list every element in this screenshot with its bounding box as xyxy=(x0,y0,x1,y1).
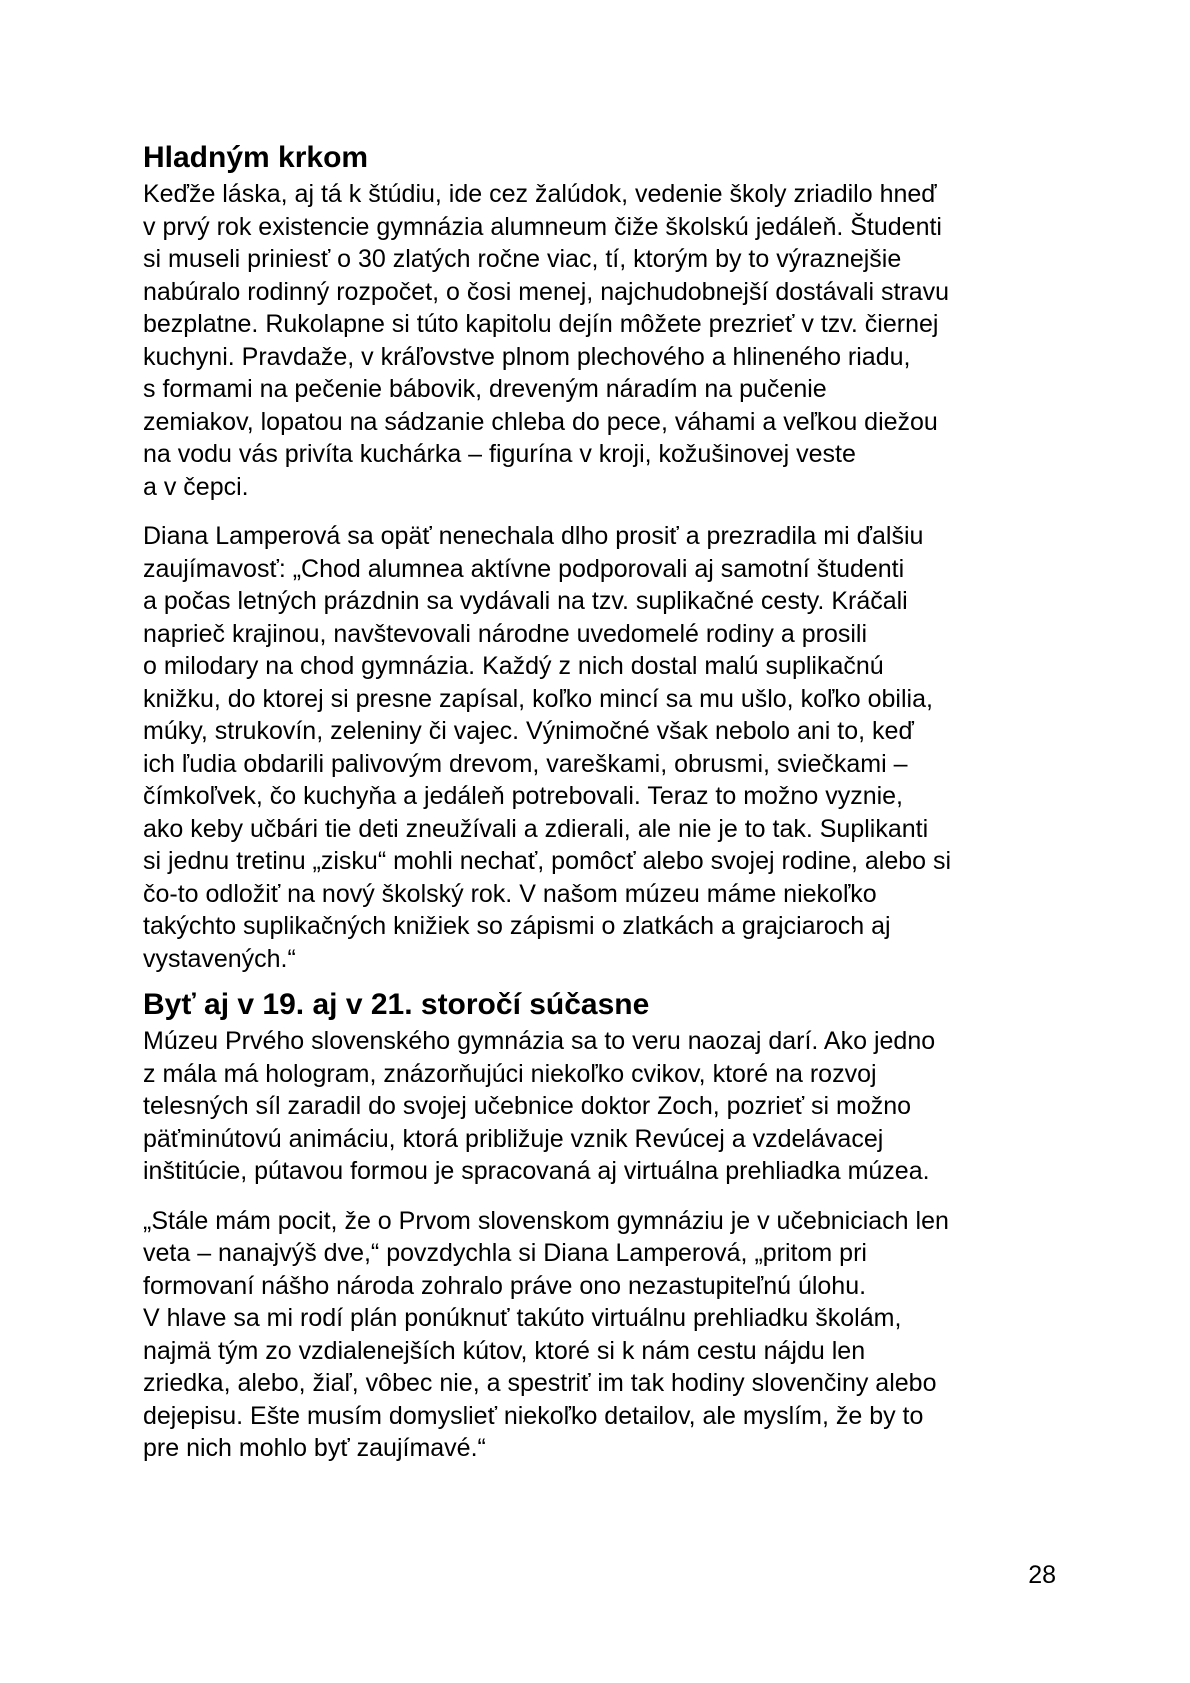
text-line: o milodary na chod gymnázia. Každý z nich dostal malú suplikačnú xyxy=(143,652,884,680)
text-line: naprieč krajinou, navštevovali národne uvedomelé rodiny a prosili xyxy=(143,619,868,648)
paragraph xyxy=(143,178,1063,503)
text-line: s formami na pečenie bábovik, dreveným náradím na pučenie xyxy=(143,375,827,403)
text-line: v prvý rok existencie gymnázia alumneum čiže školskú jedáleň. Študenti xyxy=(143,212,942,241)
text-line: zaujímavosť: „Chod alumnea aktívne podporovali aj samotní študenti xyxy=(143,554,905,583)
section-heading-byt-aj-v-19-aj-v-21-storoci: Byť aj v 19. aj v 21. storočí súčasne xyxy=(143,988,650,1021)
text-line: dejepisu. Ešte musím domyslieť niekoľko detailov, ale myslím, že by to xyxy=(143,1401,924,1430)
text-line: ich ľudia obdarili palivovým drevom, vareškami, obrusmi, sviečkami – xyxy=(143,749,908,778)
text-line: z mála má hologram, znázorňujúci niekoľko cvikov, ktoré na rozvoj xyxy=(143,1059,877,1088)
text-line: bezplatne. Rukolapne si túto kapitolu dejín môžete prezrieť v tzv. čiernej xyxy=(143,310,939,338)
text-line: zriedka, alebo, žiaľ, vôbec nie, a spestriť im tak hodiny slovenčiny alebo xyxy=(143,1369,937,1397)
page-number: 28 xyxy=(1028,1561,1056,1589)
paragraph xyxy=(143,1205,1063,1465)
text-line: najmä tým zo vzdialenejších kútov, ktoré si k nám cestu nájdu len xyxy=(143,1336,866,1365)
text-line: si jednu tretinu „zisku“ mohli nechať, pomôcť alebo svojej rodine, alebo si xyxy=(143,847,952,875)
text-line: formovaní nášho národa zohralo práve ono nezastupiteľnú úlohu. xyxy=(143,1271,867,1300)
text-line: vystavených.“ xyxy=(143,944,296,973)
text-line: telesných síl zaradil do svojej učebnice doktor Zoch, pozrieť si možno xyxy=(143,1092,912,1120)
text-line: čo-to odložiť na nový školský rok. V našom múzeu máme niekoľko xyxy=(143,879,877,908)
text-line: „Stále mám pocit, že o Prvom slovenskom gymnáziu je v učebniciach len xyxy=(143,1206,949,1235)
text-line: veta – nanajvýš dve,“ povzdychla si Diana Lamperová, „pritom pri xyxy=(143,1239,867,1267)
text-line: múky, strukovín, zeleniny či vajec. Výnimočné však nebolo ani to, keď xyxy=(143,717,914,745)
text-line: na vodu vás privíta kuchárka – figurína v kroji, kožušinovej veste xyxy=(143,440,856,468)
text-line: nabúralo rodinný rozpočet, o čosi menej, najchudobnejší dostávali stravu xyxy=(143,277,950,306)
text-line: kuchyni. Pravdaže, v kráľovstve plnom plechového a hlineného riadu, xyxy=(143,342,911,371)
text-line: takýchto suplikačných knižiek so zápismi o zlatkách a grajciaroch aj xyxy=(143,912,891,940)
text-line: V hlave sa mi rodí plán ponúknuť takúto virtuálnu prehliadku školám, xyxy=(143,1304,902,1332)
text-line: Diana Lamperová sa opäť nenechala dlho prosiť a prezradila mi ďalšiu xyxy=(143,522,924,550)
paragraph-spacer xyxy=(143,1188,1063,1205)
paragraph xyxy=(143,1025,1063,1188)
section-heading-hladnym-krkom: Hladným krkom xyxy=(143,141,369,174)
text-line: inštitúcie, pútavou formou je spracovaná aj virtuálna prehliadka múzea. xyxy=(143,1157,930,1185)
text-line: si museli priniesť o 30 zlatých ročne viac, tí, ktorým by to výraznejšie xyxy=(143,245,902,273)
section-spacer xyxy=(143,975,1063,987)
text-line: Múzeu Prvého slovenského gymnázia sa to veru naozaj darí. Ako jedno xyxy=(143,1027,936,1055)
article-body xyxy=(143,140,1063,1465)
text-line: a počas letných prázdnin sa vydávali na tzv. suplikačné cesty. Kráčali xyxy=(143,587,908,615)
text-line: čímkoľvek, čo kuchyňa a jedáleň potrebovali. Teraz to možno vyznie, xyxy=(143,782,903,810)
text-line: knižku, do ktorej si presne zapísal, koľko mincí sa mu ušlo, koľko obilia, xyxy=(143,684,933,713)
text-line: zemiakov, lopatou na sádzanie chleba do pece, váhami a veľkou diežou xyxy=(143,407,938,436)
text-line: ako keby učbári tie deti zneužívali a zdierali, ale nie je to tak. Suplikanti xyxy=(143,814,929,843)
text-line: Keďže láska, aj tá k štúdiu, ide cez žalúdok, vedenie školy zriadilo hneď xyxy=(143,180,937,208)
paragraph-spacer xyxy=(143,503,1063,520)
text-line: päťminútovú animáciu, ktorá približuje vznik Revúcej a vzdelávacej xyxy=(143,1124,884,1153)
text-line: pre nich mohlo byť zaujímavé.“ xyxy=(143,1434,486,1462)
paragraph xyxy=(143,520,1063,975)
text-line: a v čepci. xyxy=(143,472,249,501)
